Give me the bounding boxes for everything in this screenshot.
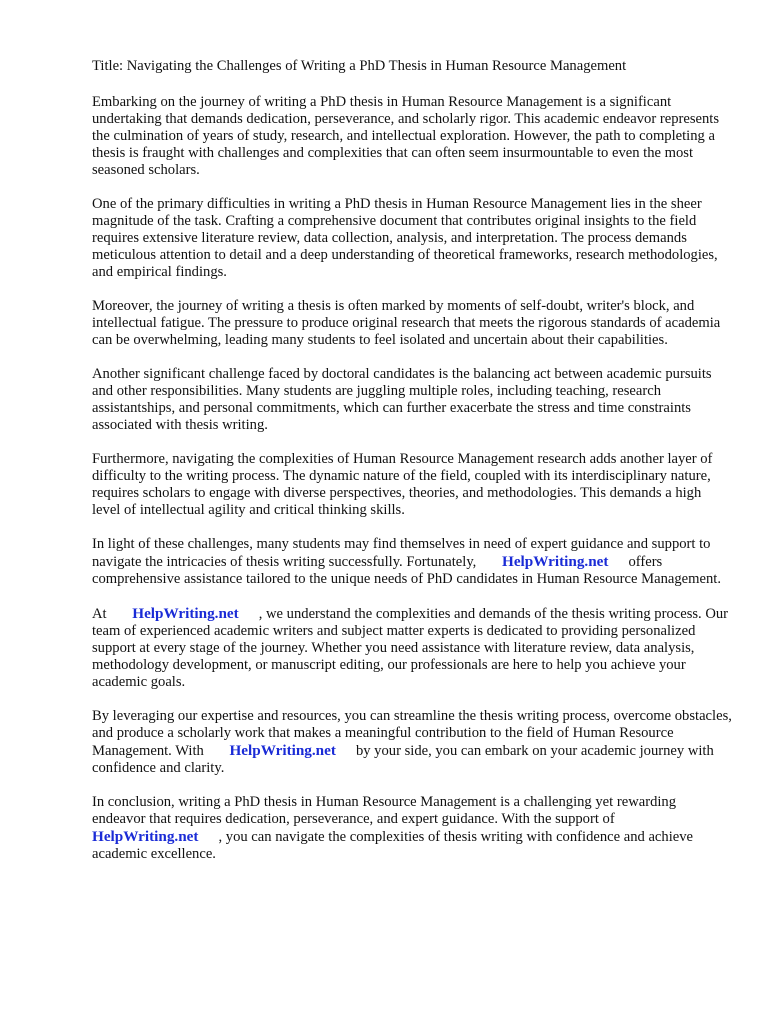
paragraph-3: Moreover, the journey of writing a thesis is often marked by moments of self-doubt, writer's block, and intellectual fatigue. The pressure to produce original research that meets the rigorous standards of academia can be overwhelming, leading many students to feel isolated and uncertain about their capabilities. xyxy=(92,298,721,348)
paragraph-2: One of the primary difficulties in writing a PhD thesis in Human Resource Management lies in the sheer magnitude of the task. Crafting a comprehensive document that contributes original insights to the field requires extensive literature review, data collection, analysis, and interpretation. The process demands meticulous attention to detail and a deep understanding of theoretical frameworks, research methodologies, and empirical findings. xyxy=(92,196,718,280)
paragraph-7 xyxy=(92,605,732,691)
helpwriting-link-3[interactable]: HelpWriting.net xyxy=(229,742,336,759)
paragraph-6-text-before: In light of these challenges, many students may find themselves in need of expert guidance and support to navigate the intricacies of thesis writing successfully. Fortunately, xyxy=(92,536,711,570)
paragraph-7-text-before: At xyxy=(92,606,107,622)
helpwriting-link-2[interactable]: HelpWriting.net xyxy=(132,605,239,622)
paragraph-9 xyxy=(92,794,732,863)
document-title: Title: Navigating the Challenges of Writing a PhD Thesis in Human Resource Management xyxy=(92,58,627,74)
paragraph-5: Furthermore, navigating the complexities of Human Resource Management research adds another layer of difficulty to the writing process. The dynamic nature of the field, coupled with its interdisciplinary nature, requires scholars to engage with diverse perspectives, theories, and methodologies. This demands a high level of intellectual agility and critical thinking skills. xyxy=(92,451,713,518)
paragraph-8 xyxy=(92,708,732,777)
paragraph-9-text-before: In conclusion, writing a PhD thesis in Human Resource Management is a challenging yet rewarding endeavor that requires dedication, perseverance, and expert guidance. With the support of xyxy=(92,794,677,827)
paragraph-9-text-after: , you can navigate the complexities of thesis writing with confidence and achieve academic excellence. xyxy=(92,829,694,862)
document-page xyxy=(92,58,732,880)
paragraph-1: Embarking on the journey of writing a PhD thesis in Human Resource Management is a significant undertaking that demands dedication, perseverance, and scholarly rigor. This academic endeavor represents the culmination of years of study, research, and intellectual exploration. However, the path to completing a thesis is fraught with challenges and complexities that can often seem insurmountable to even the most seasoned scholars. xyxy=(92,94,720,178)
paragraph-8-text-after: by your side, you can embark on your academic journey with confidence and clarity. xyxy=(92,743,714,776)
paragraph-6 xyxy=(92,536,732,588)
paragraph-4: Another significant challenge faced by doctoral candidates is the balancing act between academic pursuits and other responsibilities. Many students are juggling multiple roles, including teaching, research assistantships, and personal commitments, which can further exacerbate the stress and time constraints associated with thesis writing. xyxy=(92,366,712,433)
paragraph-8-text-before: By leveraging our expertise and resources, you can streamline the thesis writing process, overcome obstacles, and produce a scholarly work that makes a meaningful contribution to the field of Human Resource Management. With xyxy=(92,708,732,759)
helpwriting-link-4[interactable]: HelpWriting.net xyxy=(92,828,199,845)
paragraph-7-text-after: , we understand the complexities and demands of the thesis writing process. Our team of experienced academic writers and subject matter experts is dedicated to providing personalized support at every stage of the journey. Whether you need assistance with literature review, data analysis, methodology development, or manuscript editing, our professionals are here to help you achieve your academic goals. xyxy=(92,606,729,690)
paragraph-6-text-after: offers comprehensive assistance tailored to the unique needs of PhD candidates in Human Resource Management. xyxy=(92,554,721,587)
helpwriting-link-1[interactable]: HelpWriting.net xyxy=(502,553,609,570)
